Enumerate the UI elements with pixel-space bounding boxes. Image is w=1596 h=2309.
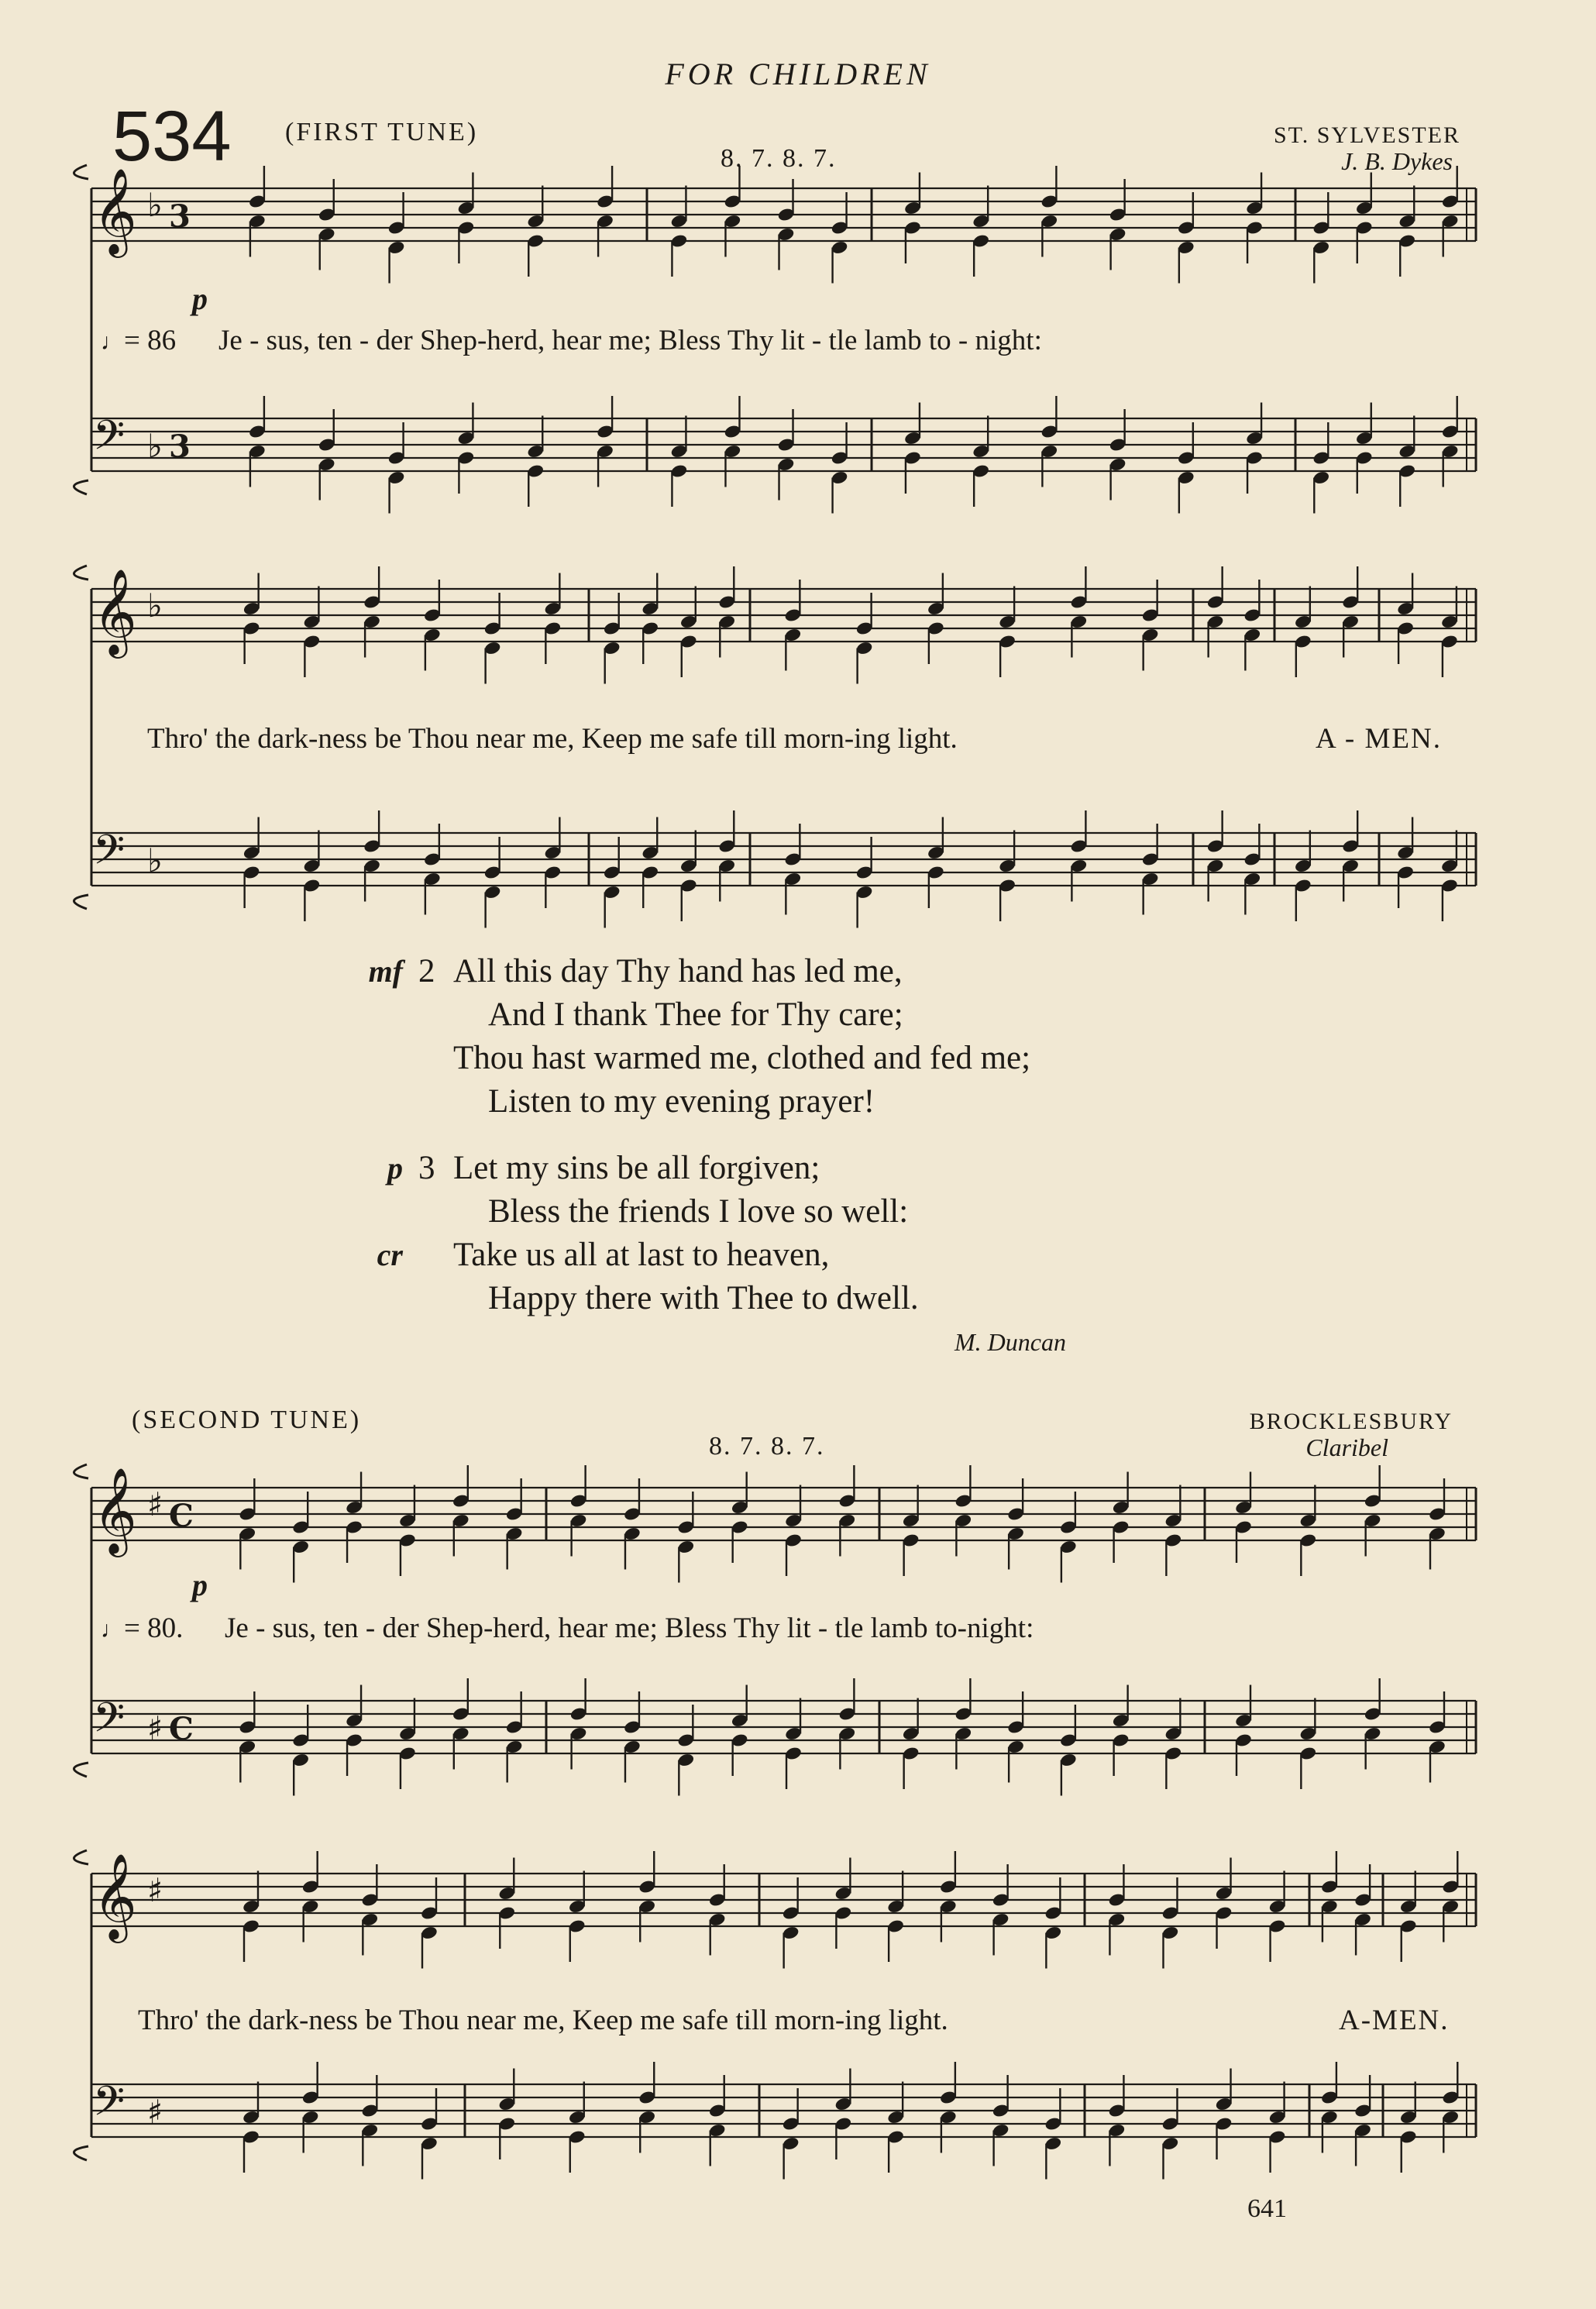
treble-clef-icon: 𝄞 [93,167,137,254]
key-signature: ♯ [147,1709,163,1747]
stanza-line: Take us all at last to heaven, [453,1237,830,1273]
second-tune-label: (SECOND TUNE) [132,1406,362,1434]
key-signature: ♯ [147,1485,163,1523]
bass-clef-icon: 𝄢 [93,1695,126,1752]
treble-clef-icon: 𝄞 [93,568,137,655]
first-tune-label: (FIRST TUNE) [285,118,479,146]
bass-clef-icon: 𝄢 [93,2078,126,2135]
first-tune-name: ST. SYLVESTER [1273,122,1460,148]
stanza-line: Listen to my evening prayer! [488,1083,875,1120]
first-tune-dynamic: p [192,281,208,316]
key-signature: ♯ [147,2093,163,2131]
brace-top [74,1850,88,1864]
second-tune-meter: 8. 7. 8. 7. [709,1432,825,1461]
key-signature: ♭ [147,427,163,465]
hymn-number: 534 [112,97,232,176]
brace-top [74,165,88,179]
stanza-line: Bless the friends I love so well: [488,1193,909,1230]
stanza-2 [325,950,1333,1136]
second-tune-lyrics-line1: Je - sus, ten - der Shep-herd, hear me; Bless Thy lit - tle lamb to-night: [225,1612,1034,1644]
time-signature: C [169,1711,194,1747]
first-tune-composer: J. B. Dykes [1341,147,1453,175]
stanza-3-crescendo-mark: cr [377,1237,403,1272]
stanza-line: Happy there with Thee to dwell. [488,1280,919,1316]
time-signature: C [169,1498,194,1534]
second-tune-tempo-value: = 80. [124,1612,184,1644]
first-tune-amen: A - MEN. [1316,723,1442,755]
treble-clef-icon: 𝄞 [93,1853,137,1939]
stanza-2-number: 2 [418,953,435,989]
page-number: 641 [1247,2194,1287,2223]
stanza-3 [325,1147,1333,1333]
first-tune-tempo-value: = 86 [124,325,177,356]
key-signature: ♯ [147,1871,163,1909]
brace-bottom [74,1763,88,1777]
clefs [93,167,194,2135]
second-tune-tempo: ♩= 80. [101,1612,184,1644]
stanza-line: And I thank Thee for Thy care; [488,996,903,1033]
text-author: M. Duncan [955,1328,1066,1356]
second-tune-amen: A-MEN. [1339,2004,1450,2036]
stanza-2-mark: mf [368,954,403,989]
brace-bottom [74,2146,88,2160]
first-tune-lyrics-line2: Thro' the dark-ness be Thou near me, Keep me safe till morn-ing light. [147,723,958,755]
bass-clef-icon: 𝄢 [93,412,126,470]
running-head: FOR CHILDREN [665,57,931,91]
time-signature: 3 [169,428,191,465]
second-tune-name: BROCKLESBURY [1249,1409,1453,1434]
key-signature: ♭ [147,186,163,224]
time-signature: 3 [169,198,191,235]
second-tune-composer: Claribel [1305,1433,1388,1461]
first-tune-lyrics-line1: Je - sus, ten - der Shep-herd, hear me; Bless Thy lit - tle lamb to - night: [218,325,1042,356]
brace-top [74,566,88,580]
stanza-line: Let my sins be all forgiven; [453,1150,820,1186]
key-signature: ♭ [147,841,163,879]
treble-clef-icon: 𝄞 [93,1467,137,1554]
brace-bottom [74,480,88,494]
second-tune-dynamic: p [192,1567,208,1602]
brace-bottom [74,895,88,909]
stanza-3-mark: p [387,1151,403,1185]
stanza-line: Thou hast warmed me, clothed and fed me; [453,1040,1031,1076]
stanza-line: All this day Thy hand has led me, [453,953,903,989]
key-signature: ♭ [147,587,163,625]
second-tune-lyrics-line2: Thro' the dark-ness be Thou near me, Keep me safe till morn-ing light. [138,2004,948,2036]
system-braces [74,165,88,2160]
first-tune-tempo: ♩= 86 [101,325,177,356]
brace-top [74,1464,88,1478]
first-tune-meter: 8. 7. 8. 7. [721,144,837,173]
stanza-3-number: 3 [418,1150,435,1186]
bass-clef-icon: 𝄢 [93,827,126,884]
